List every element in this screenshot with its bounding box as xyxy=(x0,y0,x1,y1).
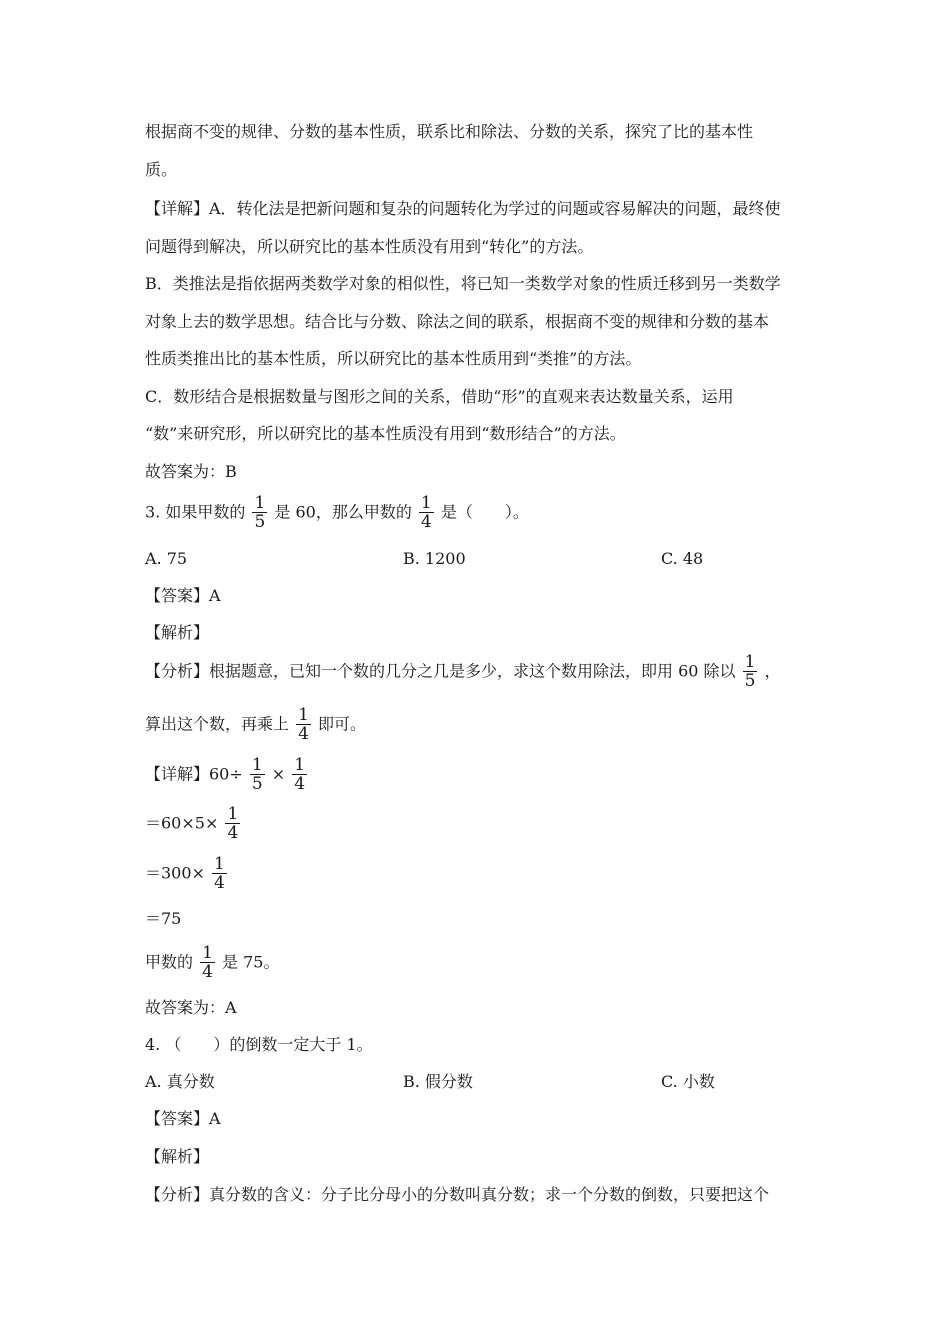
q3-conclusion-part-a: 甲数的 xyxy=(145,952,194,972)
q3-option-b: B. 1200 xyxy=(403,549,466,568)
fraction-numerator: 1 xyxy=(227,804,239,824)
q3-stem-part-c: 是（ ）。 xyxy=(440,502,529,522)
analysis-line-2: 质。 xyxy=(145,160,178,179)
fraction-one-fifth xyxy=(743,653,758,690)
fraction-denominator: 4 xyxy=(294,774,306,794)
detail-b-line-2: 对象上去的数学思想。结合比与分数、除法之间的联系，根据商不变的规律和分数的基本 xyxy=(145,312,770,331)
q3-detail xyxy=(145,756,309,793)
q3-step-2-text: ＝300× xyxy=(145,863,205,883)
fraction-denominator: 4 xyxy=(420,512,432,532)
q3-stem xyxy=(145,494,529,531)
fraction-denominator: 4 xyxy=(202,962,213,982)
detail-a-line-2: 问题得到解决，所以研究比的基本性质没有用到“转化”的方法。 xyxy=(145,237,594,256)
q4-answer: 【答案】A xyxy=(145,1109,221,1128)
detail-c-line-2: “数”来研究形，所以研究比的基本性质没有用到“数形结合”的方法。 xyxy=(145,424,626,443)
detail-c-line-1: C．数形结合是根据数量与图形之间的关系，借助“形”的直观来表达数量关系，运用 xyxy=(145,387,734,406)
q3-analysis-line-2 xyxy=(145,706,366,743)
q3-step-1 xyxy=(145,805,242,842)
q3-detail-part-a: 【详解】60÷ xyxy=(145,764,243,784)
fraction-numerator: 1 xyxy=(214,854,225,874)
fraction-denominator: 4 xyxy=(227,823,239,843)
fraction-numerator: 1 xyxy=(744,652,756,672)
q2-final-answer: 故答案为：B xyxy=(145,462,237,481)
fraction-one-fourth xyxy=(419,494,434,531)
q3-analysis-part-a: 【分析】根据题意，已知一个数的几分之几是多少，求这个数用除法，即用 60 除以 xyxy=(145,661,736,681)
fraction-numerator: 1 xyxy=(251,755,263,775)
q3-analysis2-part-a: 算出这个数，再乘上 xyxy=(145,714,290,734)
fraction-denominator: 5 xyxy=(254,512,266,532)
fraction-numerator: 1 xyxy=(294,755,306,775)
q3-jiexi: 【解析】 xyxy=(145,623,210,642)
q4-jiexi: 【解析】 xyxy=(145,1147,210,1166)
fraction-numerator: 1 xyxy=(254,493,266,513)
fraction-one-fifth xyxy=(250,756,265,793)
q3-option-c: C. 48 xyxy=(661,549,704,568)
analysis-line-1: 根据商不变的规律、分数的基本性质，联系比和除法、分数的关系，探究了比的基本性 xyxy=(145,122,754,141)
q3-stem-part-b: 是 60，那么甲数的 xyxy=(274,502,412,522)
q3-step-3: ＝75 xyxy=(145,909,182,928)
detail-b-line-3: 性质类推出比的基本性质，所以研究比的基本性质用到“类推”的方法。 xyxy=(145,349,642,368)
fraction-one-fourth xyxy=(296,706,311,743)
fraction-denominator: 5 xyxy=(251,774,263,794)
q3-analysis2-part-b: 即可。 xyxy=(318,714,367,734)
q3-analysis-part-b: ， xyxy=(764,661,781,681)
q3-stem-part-a: 3. 如果甲数的 xyxy=(145,502,246,522)
fraction-numerator: 1 xyxy=(420,493,432,513)
q3-step-2 xyxy=(145,855,229,892)
fraction-one-fourth xyxy=(212,855,227,892)
q3-analysis-line-1 xyxy=(145,653,781,690)
q4-option-a: A. 真分数 xyxy=(145,1072,215,1091)
fraction-numerator: 1 xyxy=(202,943,213,963)
fraction-denominator: 5 xyxy=(744,671,756,691)
detail-a-line-1: 【详解】A．转化法是把新问题和复杂的问题转化为学过的问题或容易解决的问题，最终使 xyxy=(145,199,781,218)
fraction-one-fifth xyxy=(252,494,267,531)
fraction-one-fourth xyxy=(200,944,215,981)
q3-answer: 【答案】A xyxy=(145,586,221,605)
q3-step-1-text: ＝60×5× xyxy=(145,813,219,833)
q3-detail-part-b: × xyxy=(271,764,286,784)
fraction-one-fourth xyxy=(225,805,240,842)
q3-conclusion-part-b: 是 75。 xyxy=(222,952,280,972)
detail-b-line-1: B．类推法是指依据两类数学对象的相似性，将已知一类数学对象的性质迁移到另一类数学 xyxy=(145,274,781,293)
q4-analysis: 【分析】真分数的含义：分子比分母小的分数叫真分数；求一个分数的倒数，只要把这个 xyxy=(145,1185,770,1204)
q4-option-b: B. 假分数 xyxy=(403,1072,473,1091)
fraction-denominator: 4 xyxy=(214,873,225,893)
q3-option-a: A. 75 xyxy=(145,549,188,568)
q3-conclusion xyxy=(145,944,279,981)
fraction-one-fourth xyxy=(292,756,307,793)
q4-stem: 4. （ ）的倒数一定大于 1。 xyxy=(145,1035,373,1054)
fraction-numerator: 1 xyxy=(298,705,309,725)
fraction-denominator: 4 xyxy=(298,724,309,744)
q3-final-answer: 故答案为：A xyxy=(145,998,237,1017)
q4-option-c: C. 小数 xyxy=(661,1072,715,1091)
